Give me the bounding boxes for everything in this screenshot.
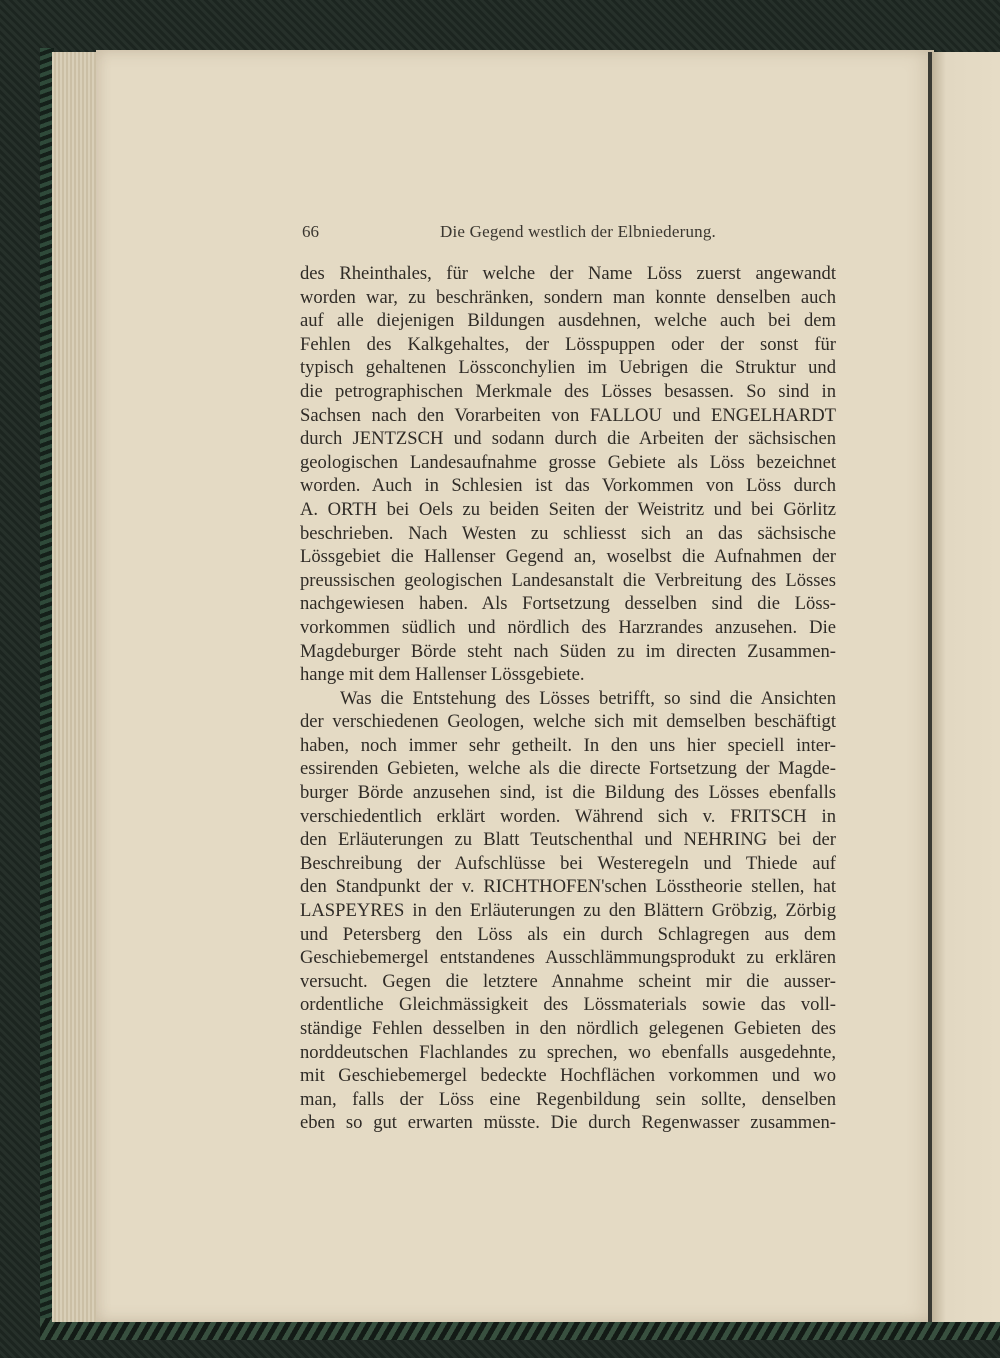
text-line: durch JENTZSCH und sodann durch die Arbeiten der sächsischen <box>300 428 836 450</box>
running-head: Die Gegend westlich der Elbniederung. <box>440 222 717 241</box>
page-number: 66 <box>302 222 319 241</box>
body-text <box>300 262 836 1135</box>
text-line: preussischen geologischen Landesanstalt die Verbreitung des Lösses <box>300 569 836 591</box>
text-line: mit Geschiebemergel bedeckte Hochflächen vorkommen und wo <box>300 1065 836 1087</box>
text-line: hange mit dem Hallenser Lössgebiete. <box>300 664 585 686</box>
page-header <box>300 222 836 250</box>
text-line: nachgewiesen haben. Als Fortsetzung desselben sind die Löss- <box>300 593 836 615</box>
text-line: A. ORTH bei Oels zu beiden Seiten der Weistritz und bei Görlitz <box>300 498 836 520</box>
text-line: Beschreibung der Aufschlüsse bei Westeregeln und Thiede auf <box>300 852 836 874</box>
text-line: beschrieben. Nach Westen zu schliesst sich an das sächsische <box>300 522 836 544</box>
text-line: worden. Auch in Schlesien ist das Vorkommen von Löss durch <box>300 475 836 497</box>
text-line: und Petersberg den Löss als ein durch Schlagregen aus dem <box>300 923 836 945</box>
text-line: vorkommen südlich und nördlich des Harzrandes anzusehen. Die <box>300 616 836 638</box>
text-line: verschiedentlich erklärt worden. Während sich v. FRITSCH in <box>300 805 836 827</box>
text-line: Geschiebemergel entstandenes Ausschlämmungsprodukt zu erklären <box>300 947 836 969</box>
text-line: worden war, zu beschränken, sondern man konnte denselben auch <box>300 286 836 308</box>
text-line: man, falls der Löss eine Regenbildung sein sollte, denselben <box>300 1088 836 1110</box>
text-line: typisch gehaltenen Lössconchylien im Uebrigen die Struktur und <box>300 357 836 379</box>
facing-page-edge <box>932 52 1000 1322</box>
text-line: Magdeburger Börde steht nach Süden zu im directen Zusammen- <box>300 640 836 662</box>
text-line: des Rheinthales, für welche der Name Löss zuerst angewandt <box>300 263 836 284</box>
text-line: burger Börde anzusehen sind, ist die Bildung des Lösses ebenfalls <box>300 782 836 804</box>
text-line: auf alle diejenigen Bildungen ausdehnen, welche auch bei dem <box>300 310 836 332</box>
text-line: norddeutschen Flachlandes zu sprechen, wo ebenfalls ausgedehnte, <box>300 1041 836 1063</box>
text-line: der verschiedenen Geologen, welche sich mit demselben beschäftigt <box>300 711 836 733</box>
text-line: ordentliche Gleichmässigkeit des Lössmaterials sowie das voll- <box>300 994 836 1016</box>
text-line: eben so gut erwarten müsste. Die durch Regenwasser zusammen- <box>300 1112 836 1134</box>
text-line: Was die Entstehung des Lösses betrifft, so sind die Ansichten <box>340 687 836 709</box>
text-line: essirenden Gebieten, welche als die directe Fortsetzung der Magde- <box>300 758 836 780</box>
text-line: die petrographischen Merkmale des Lösses besassen. So sind in <box>300 380 836 402</box>
text-line: geologischen Landesaufnahme grosse Gebiete als Löss bezeichnet <box>300 451 836 473</box>
text-line: Lössgebiet die Hallenser Gegend an, woselbst die Aufnahmen der <box>300 546 836 568</box>
text-line: ständige Fehlen desselben in den nördlich gelegenen Gebieten des <box>300 1018 836 1039</box>
text-line: den Standpunkt der v. RICHTHOFEN'schen Lösstheorie stellen, hat <box>300 876 836 898</box>
text-line: versucht. Gegen die letztere Annahme scheint mir die ausser- <box>300 970 836 992</box>
text-line: haben, noch immer sehr getheilt. In den uns hier speciell inter- <box>300 734 836 756</box>
text-line: LASPEYRES in den Erläuterungen zu den Blättern Gröbzig, Zörbig <box>300 900 836 922</box>
text-line: den Erläuterungen zu Blatt Teutschenthal und NEHRING bei der <box>300 829 836 851</box>
text-line: Fehlen des Kalkgehaltes, der Lösspuppen oder der sonst für <box>300 333 836 355</box>
text-line: Sachsen nach den Vorarbeiten von FALLOU und ENGELHARDT <box>300 404 836 426</box>
